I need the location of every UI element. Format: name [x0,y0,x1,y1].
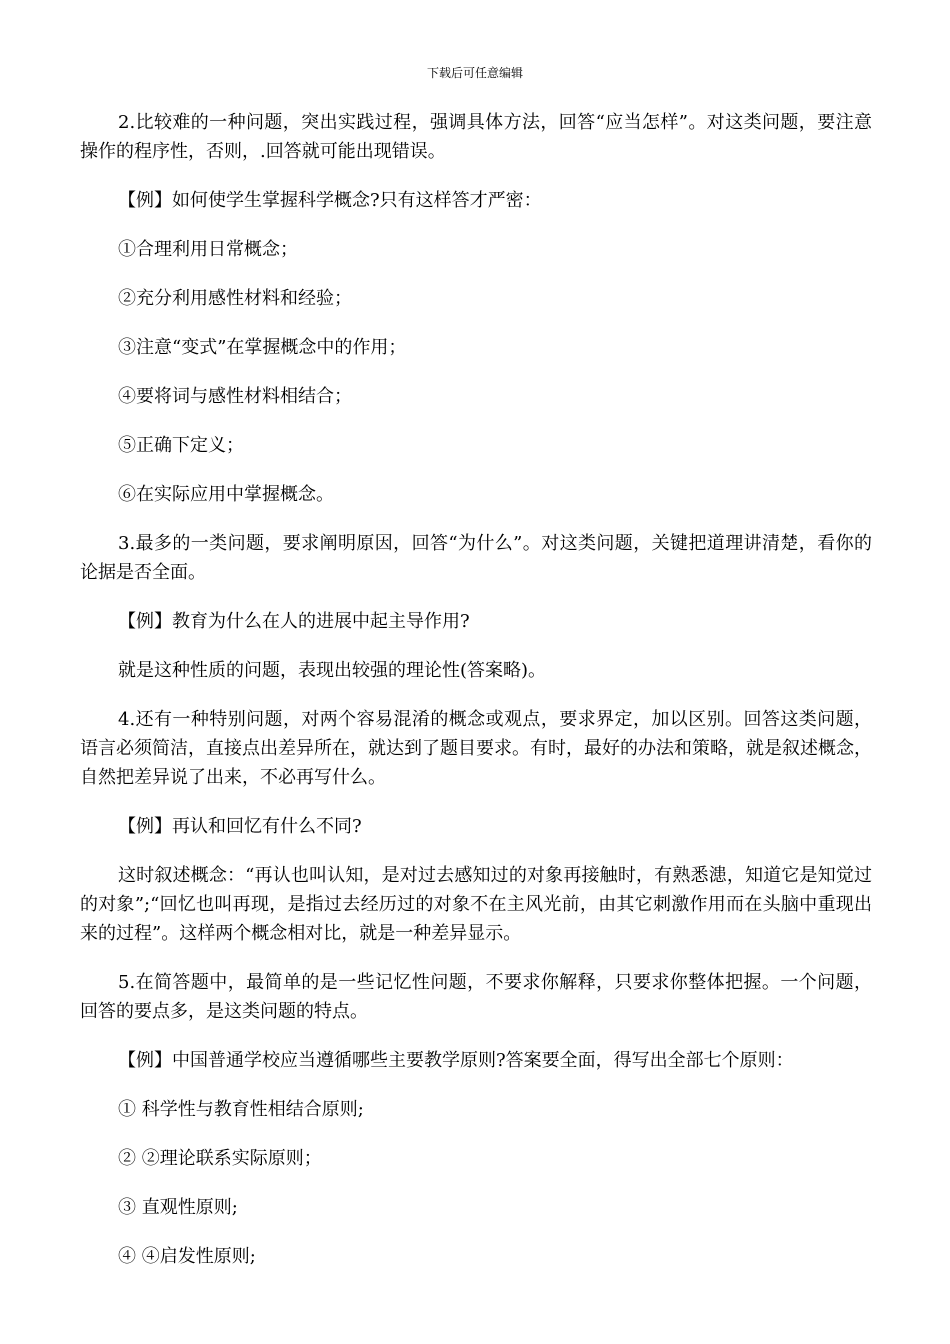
list-item: ①合理利用日常概念； [118,239,298,260]
paragraph: 2.比较难的一种问题，突出实践过程，强调具体方法，回答“应当怎样”。对这类问题，要注意操作的程序性，否则，.回答就可能出现错误。 [80,112,872,162]
list-item: ②充分利用感性材料和经验； [118,288,352,309]
paragraph: 【例】再认和回忆有什么不同? [118,816,362,837]
list-item: ③ 直观性原则; [118,1197,238,1218]
paragraph: 【例】中国普通学校应当遵循哪些主要教学原则?答案要全面，得写出全部七个原则： [118,1050,794,1071]
list-item: ④要将词与感性材料相结合； [118,386,352,407]
paragraph: 就是这种性质的问题，表现出较强的理论性(答案略)。 [118,660,547,681]
paragraph: 【例】如何使学生掌握科学概念?只有这样答才严密： [118,190,542,211]
list-item: ② ②理论联系实际原则； [118,1148,322,1169]
paragraph: 3.最多的一类问题，要求阐明原因，回答“为什么”。对这类问题，关键把道理讲清楚，看你的论据是否全面。 [80,533,872,583]
page-header: 下载后可任意编辑 [426,66,523,80]
list-item: ⑤正确下定义； [118,435,244,456]
paragraph: 4.还有一种特别问题，对两个容易混淆的概念或观点，要求界定，加以区别。回答这类问题，语言必须简洁，直接点出差异所在，就达到了题目要求。有时，最好的办法和策略，就是叙述概念，自然把差异说了出来，不必再写什么。 [80,709,872,788]
paragraph: 这时叙述概念：“再认也叫认知，是对过去感知过的对象再接触时，有熟悉漶，知道它是知觉过的对象”;“回忆也叫再现，是指过去经历过的对象不在主风光前，由其它刺激作用而在头脑中重现出来的过程”。这样两个概念相对比，就是一种差异显示。 [80,865,872,944]
list-item: ⑥在实际应用中掌握概念。 [118,484,334,505]
list-item: ④ ④启发性原则; [118,1246,256,1267]
list-item: ③注意“变式”在掌握概念中的作用； [118,337,407,358]
paragraph: 5.在简答题中，最简单的是一些记忆性问题，不要求你解释，只要求你整体把握。一个问题，回答的要点多，是这类问题的特点。 [80,972,872,1022]
list-item: ① 科学性与教育性相结合原则; [118,1099,364,1120]
document-body [80,108,872,1291]
paragraph: 【例】教育为什么在人的进展中起主导作用? [118,611,470,632]
